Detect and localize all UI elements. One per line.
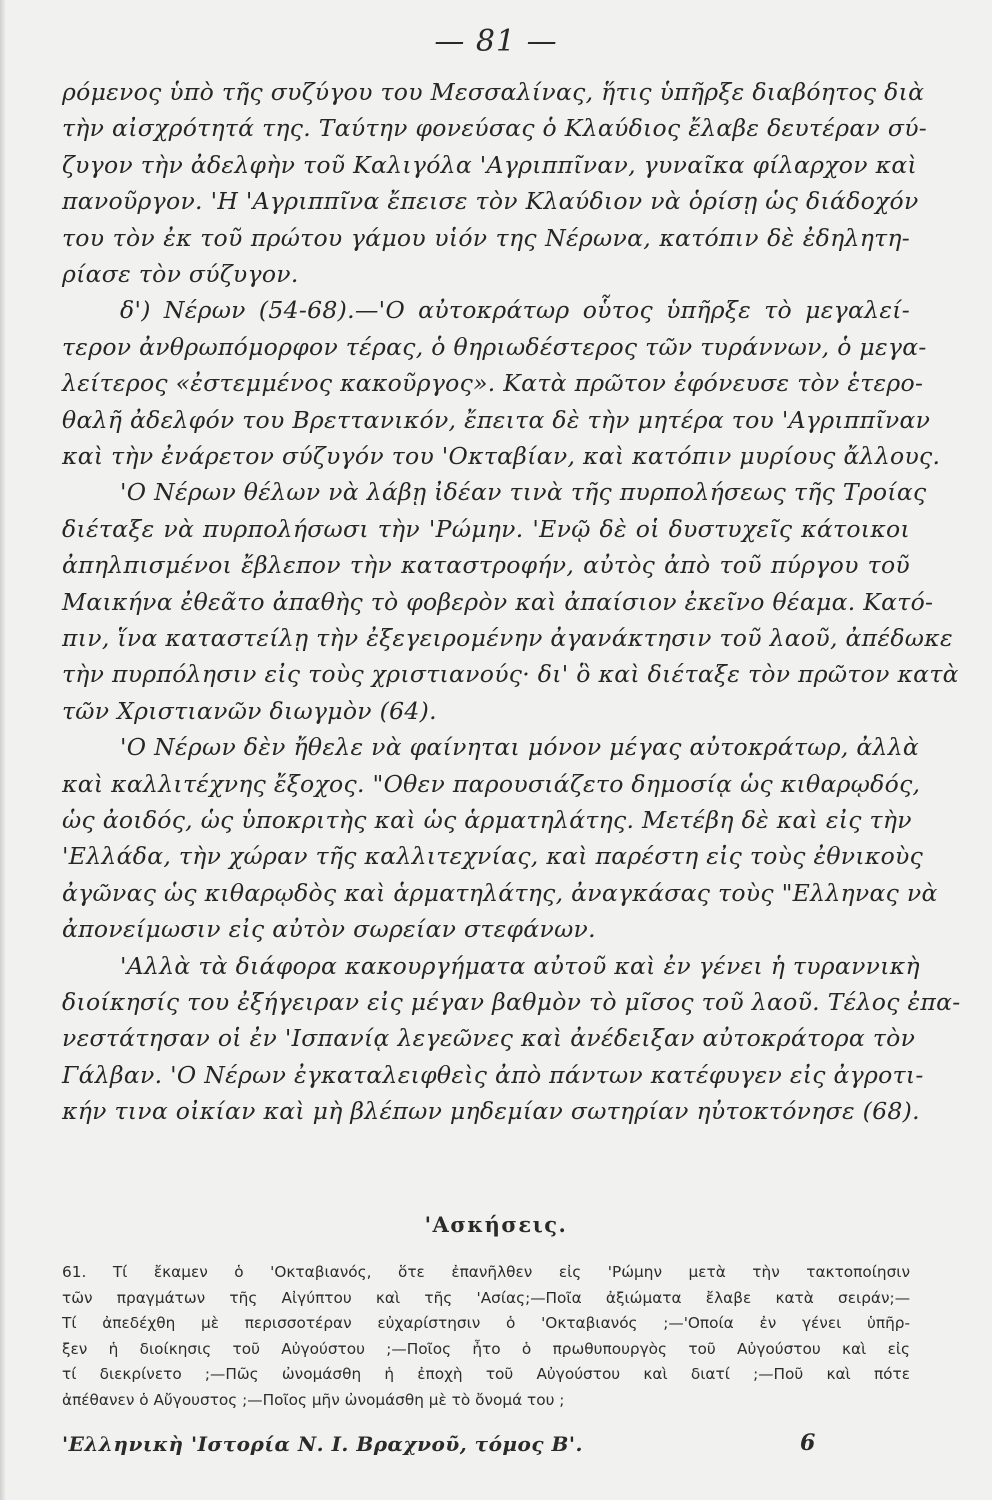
book-title: 'Ελληνικὴ 'Ιστορία Ν. Ι. Βραχνοῦ, τόμος Β'. <box>62 1432 584 1456</box>
exercise-line: ἀπέθανεν ὁ Αὔγουστος ;—Ποῖος μῆν ὠνομάσθη μὲ τὸ ὄνομά του ; <box>62 1390 565 1409</box>
text-line: ρίασε τὸν σύζυγον. <box>62 260 299 288</box>
text-line: λείτερος «ἐστεμμένος κακοῦργος». Κατὰ πρῶτον ἐφόνευσε τὸν ἑτερο- <box>62 369 924 398</box>
page-edge-shadow <box>0 0 6 1500</box>
text-line: πιν, ἵνα καταστείλῃ τὴν ἐξεγειρομένην ἀγανάκτησιν τοῦ λαοῦ, ἀπέδωκε <box>62 624 953 652</box>
text-line: 'Ο Νέρων θέλων νὰ λάβῃ ἰδέαν τινὰ τῆς πυρπολήσεως τῆς Τροίας <box>120 478 927 507</box>
exercises-heading: 'Ασκήσεις. <box>424 1212 568 1237</box>
text-line: ζυγον τὴν ἀδελφὴν τοῦ Καλιγόλα 'Αγριππῖναν, γυναῖκα φίλαρχον καὶ <box>62 150 918 179</box>
section-heading-line: δ') Νέρων (54-68).—'Ο αὐτοκράτωρ οὗτος ὑπῆρξε τὸ μεγαλεί- <box>120 296 910 325</box>
signature-mark: 6 <box>800 1430 816 1456</box>
text-line: κήν τινα οἰκίαν καὶ μὴ βλέπων μηδεμίαν σωτηρίαν ηὐτοκτόνησε (68). <box>62 1097 920 1126</box>
exercise-line: ξεν ἡ διοίκησις τοῦ Αὐγούστου ;—Ποῖος ἦτο ὁ πρωθυπουργὸς τοῦ Αὐγούστου καὶ εἰς <box>62 1339 910 1358</box>
text-line: Γάλβαν. 'Ο Νέρων ἐγκαταλειφθεὶς ἀπὸ πάντων κατέφυγεν εἰς ἀγροτι- <box>62 1060 924 1089</box>
text-line: πανοῦργον. 'Η 'Αγριππῖνα ἔπεισε τὸν Κλαύδιον νὰ ὁρίσῃ ὡς διάδοχόν <box>62 187 919 216</box>
text-line: 'Ελλάδα, τὴν χώραν τῆς καλλιτεχνίας, καὶ παρέστη εἰς τοὺς ἐθνικοὺς <box>62 842 924 871</box>
exercise-line: τί διεκρίνετο ;—Πῶς ὠνομάσθη ἡ ἐποχὴ τοῦ Αὐγούστου καὶ διατί ;—Ποῦ καὶ πότε <box>62 1365 910 1383</box>
text-line: 'Αλλὰ τὰ διάφορα κακουργήματα αὐτοῦ καὶ ἐν γένει ἡ τυραννικὴ <box>120 951 920 980</box>
text-line: τὴν πυρπόλησιν εἰς τοὺς χριστιανούς· δι' ὃ καὶ διέταξε τὸν πρῶτον κατὰ <box>62 660 959 689</box>
text-line: τὴν αἰσχρότητά της. Ταύτην φονεύσας ὁ Κλαύδιος ἔλαβε δευτέραν σύ- <box>62 114 928 143</box>
text-line: ὡς ἀοιδός, ὡς ὑποκριτὴς καὶ ὡς ἁρματηλάτης. Μετέβη δὲ καὶ εἰς τὴν <box>62 806 912 834</box>
exercise-line: τῶν πραγμάτων τῆς Αἰγύπτου καὶ τῆς 'Ασίας;—Ποῖα ἀξιώματα ἔλαβε κατὰ σειράν;— <box>62 1288 910 1307</box>
text-line: Μαικήνα ἐθεᾶτο ἀπαθὴς τὸ φοβερὸν καὶ ἀπαίσιον ἐκεῖνο θέαμα. Κατό- <box>62 587 934 616</box>
exercise-line: Τί ἀπεδέχθη μὲ περισσοτέραν εὐχαρίστησιν ὁ 'Οκταβιανός ;—'Οποία ἐν γένει ὑπῆρ- <box>62 1314 910 1332</box>
page-number: — 81 — <box>434 24 558 59</box>
exercise-line: 61. Τί ἔκαμεν ὁ 'Οκταβιανός, ὅτε ἐπανῆλθεν εἰς 'Ρώμην μετὰ τὴν τακτοποίησιν <box>62 1263 910 1281</box>
text-line: ἀπηλπισμένοι ἔβλεπον τὴν καταστροφήν, αὐτὸς ἀπὸ τοῦ πύργου τοῦ <box>62 551 910 580</box>
text-line: καὶ τὴν ἐνάρετον σύζυγόν του 'Οκταβίαν, καὶ κατόπιν μυρίους ἄλλους. <box>62 442 941 470</box>
page-footer <box>0 1432 992 1462</box>
text-line: νεστάτησαν οἱ ἐν 'Ισπανίᾳ λεγεῶνες καὶ ἀνέδειξαν αὐτοκράτορα τὸν <box>62 1024 916 1053</box>
text-line: τερον ἀνθρωπόμορφον τέρας, ὁ θηριωδέστερος τῶν τυράννων, ὁ μεγα- <box>62 332 927 361</box>
text-line: καὶ καλλιτέχνης ἔξοχος. "Οθεν παρουσιάζετο δημοσίᾳ ὡς κιθαρῳδός, <box>62 769 921 798</box>
text-line: του τὸν ἐκ τοῦ πρώτου γάμου υἱόν της Νέρωνα, κατόπιν δὲ ἐδηλητη- <box>62 223 910 252</box>
text-line: ἀγῶνας ὡς κιθαρῳδὸς καὶ ἁρματηλάτης, ἀναγκάσας τοὺς "Ελληνας νὰ <box>62 878 938 907</box>
text-line: διέταξε νὰ πυρπολήσωσι τὴν 'Ρώμην. 'Ενῷ δὲ οἱ δυστυχεῖς κάτοικοι <box>62 514 910 543</box>
text-line: ἀπονείμωσιν εἰς αὐτὸν σωρείαν στεφάνων. <box>62 915 596 944</box>
text-line: διοίκησίς του ἐξήγειραν εἰς μέγαν βαθμὸν τὸ μῖσος τοῦ λαοῦ. Τέλος ἐπα- <box>62 988 961 1016</box>
text-line: 'Ο Νέρων δὲν ἤθελε νὰ φαίνηται μόνον μέγας αὐτοκράτωρ, ἀλλὰ <box>120 733 920 762</box>
text-line: ρόμενος ὑπὸ τῆς συζύγου του Μεσσαλίνας, ἥτις ὑπῆρξε διαβόητος διὰ <box>62 78 925 106</box>
text-line: τῶν Χριστιανῶν διωγμὸν (64). <box>62 696 437 725</box>
text-line: θαλῆ ἀδελφόν του Βρεττανικόν, ἔπειτα δὲ τὴν μητέρα του 'Αγριππῖναν <box>62 405 931 434</box>
